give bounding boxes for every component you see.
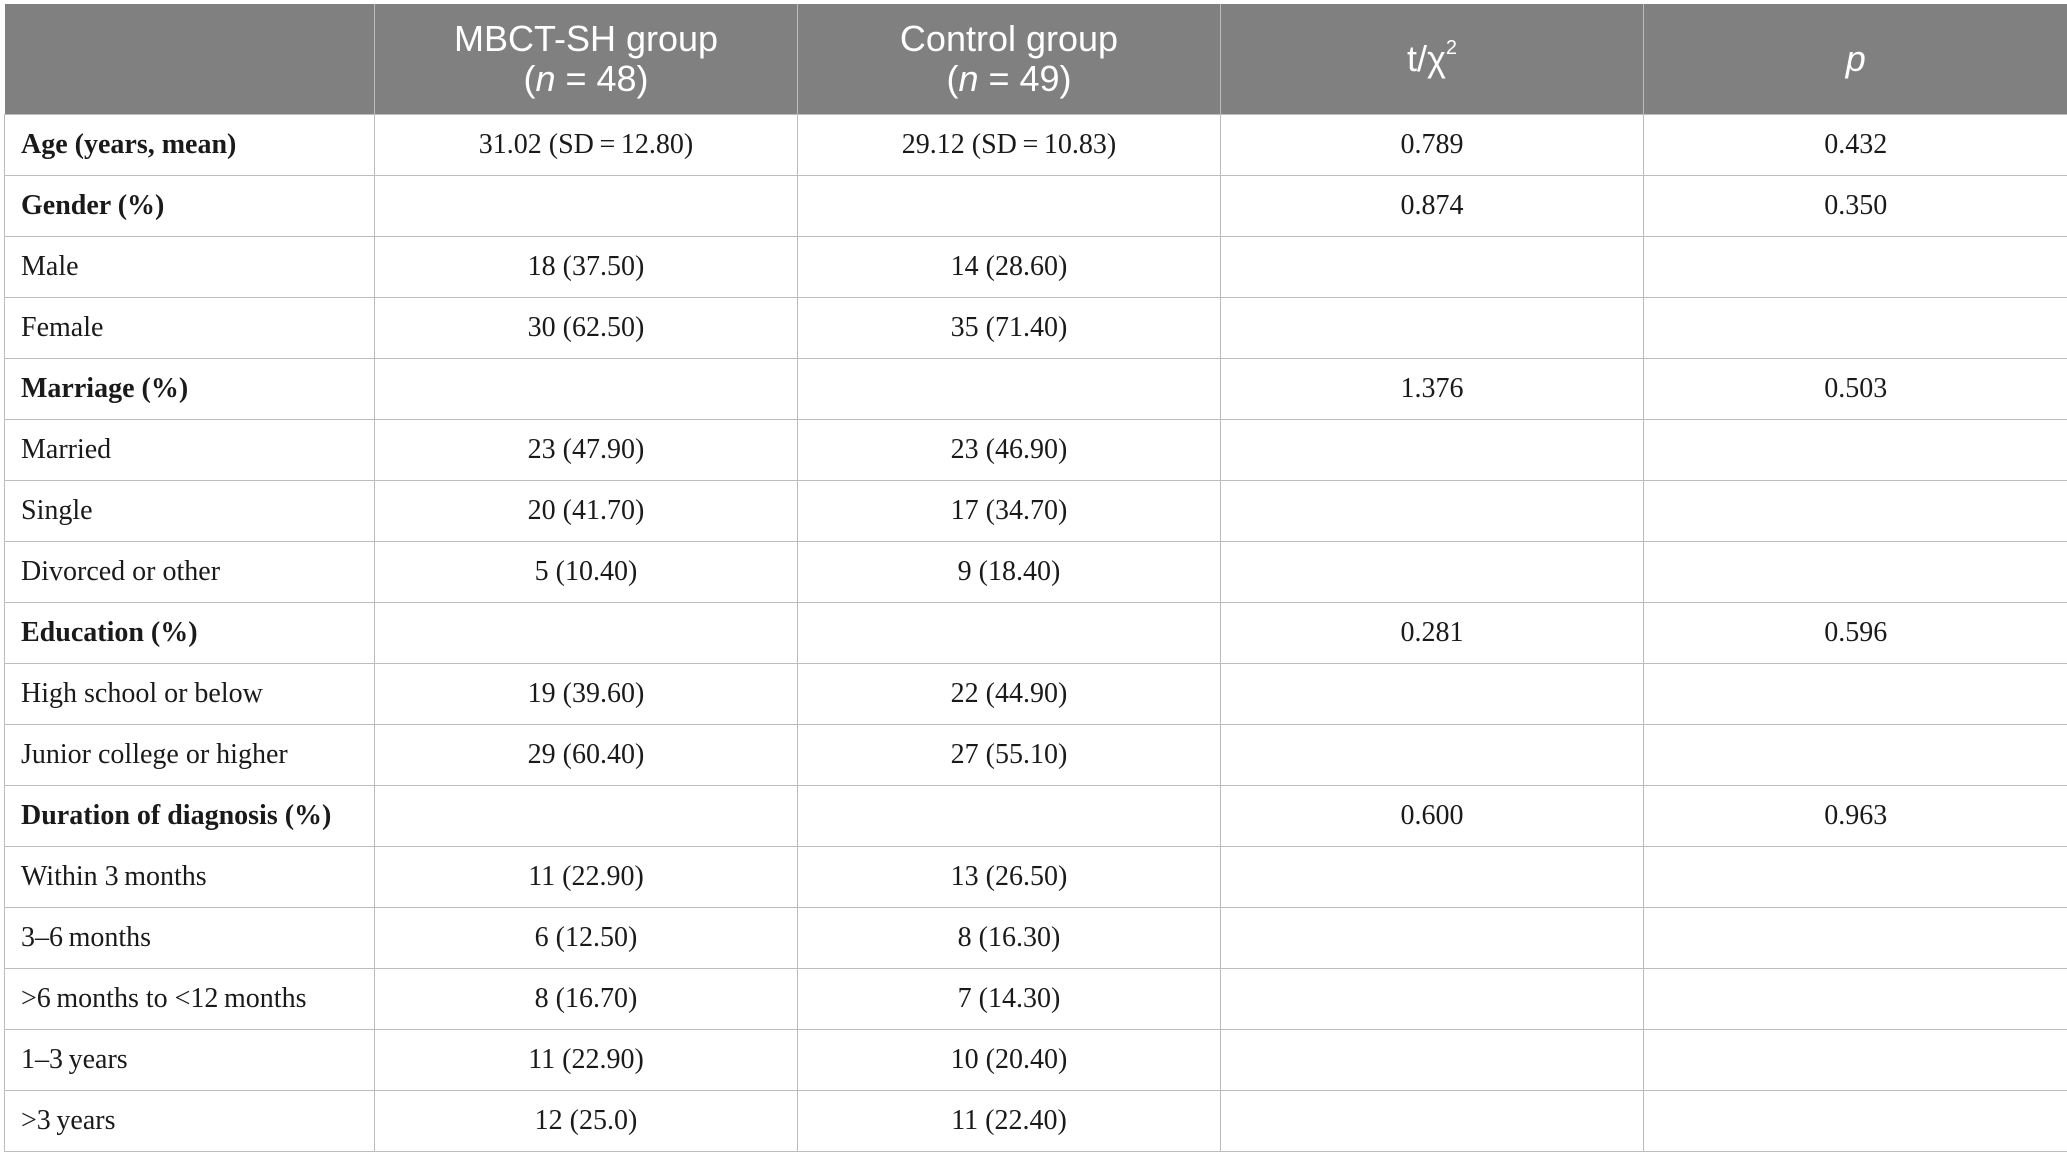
cell-p-value bbox=[1644, 664, 2067, 725]
cell-mbct-group: 18 (37.50) bbox=[375, 237, 798, 298]
table-row bbox=[5, 298, 2067, 359]
cell-mbct-group bbox=[375, 786, 798, 847]
header-row bbox=[5, 4, 2067, 115]
cell-p-value bbox=[1644, 237, 2067, 298]
cell-control-group: 17 (34.70) bbox=[798, 481, 1221, 542]
header-test-statistic bbox=[1221, 4, 1644, 115]
cell-p-value bbox=[1644, 969, 2067, 1030]
row-label: 1–3 years bbox=[5, 1030, 375, 1091]
cell-test-statistic bbox=[1221, 1091, 1644, 1152]
cell-mbct-group: 19 (39.60) bbox=[375, 664, 798, 725]
header-control-group bbox=[798, 4, 1221, 115]
cell-p-value bbox=[1644, 542, 2067, 603]
table-row bbox=[5, 115, 2067, 176]
header-variable bbox=[5, 4, 375, 115]
header-mbct-title: MBCT-SH group bbox=[453, 18, 719, 59]
table-body bbox=[5, 115, 2067, 1152]
cell-test-statistic bbox=[1221, 725, 1644, 786]
cell-control-group: 22 (44.90) bbox=[798, 664, 1221, 725]
cell-control-group: 27 (55.10) bbox=[798, 725, 1221, 786]
table-row bbox=[5, 1030, 2067, 1091]
table-row bbox=[5, 481, 2067, 542]
cell-mbct-group bbox=[375, 359, 798, 420]
cell-p-value: 0.432 bbox=[1644, 115, 2067, 176]
header-p-symbol: p bbox=[1845, 38, 1866, 79]
cell-control-group bbox=[798, 603, 1221, 664]
cell-mbct-group: 11 (22.90) bbox=[375, 1030, 798, 1091]
table-row bbox=[5, 847, 2067, 908]
cell-control-group bbox=[798, 176, 1221, 237]
cell-p-value bbox=[1644, 1030, 2067, 1091]
cell-mbct-group: 11 (22.90) bbox=[375, 847, 798, 908]
cell-p-value bbox=[1644, 725, 2067, 786]
table-row bbox=[5, 908, 2067, 969]
header-control-n-symbol: n bbox=[958, 58, 979, 99]
header-p-value bbox=[1644, 4, 2067, 115]
cell-mbct-group bbox=[375, 176, 798, 237]
cell-p-value bbox=[1644, 1091, 2067, 1152]
cell-test-statistic bbox=[1221, 969, 1644, 1030]
table-row bbox=[5, 969, 2067, 1030]
cell-control-group: 35 (71.40) bbox=[798, 298, 1221, 359]
row-label: 3–6 months bbox=[5, 908, 375, 969]
cell-p-value bbox=[1644, 420, 2067, 481]
cell-mbct-group: 8 (16.70) bbox=[375, 969, 798, 1030]
row-label: Married bbox=[5, 420, 375, 481]
table-header bbox=[5, 4, 2067, 115]
cell-test-statistic: 0.600 bbox=[1221, 786, 1644, 847]
cell-test-statistic: 0.281 bbox=[1221, 603, 1644, 664]
cell-p-value: 0.963 bbox=[1644, 786, 2067, 847]
cell-control-group: 13 (26.50) bbox=[798, 847, 1221, 908]
row-label: Within 3 months bbox=[5, 847, 375, 908]
cell-p-value bbox=[1644, 847, 2067, 908]
cell-control-group: 29.12 (SD = 10.83) bbox=[798, 115, 1221, 176]
cell-control-group: 9 (18.40) bbox=[798, 542, 1221, 603]
cell-test-statistic bbox=[1221, 237, 1644, 298]
table-row bbox=[5, 420, 2067, 481]
cell-p-value bbox=[1644, 481, 2067, 542]
row-label: Marriage (%) bbox=[5, 359, 375, 420]
table-row bbox=[5, 1091, 2067, 1152]
cell-control-group bbox=[798, 359, 1221, 420]
row-label: Age (years, mean) bbox=[5, 115, 375, 176]
header-mbct-n-symbol: n bbox=[535, 58, 556, 99]
cell-p-value: 0.596 bbox=[1644, 603, 2067, 664]
row-label: Duration of diagnosis (%) bbox=[5, 786, 375, 847]
cell-p-value bbox=[1644, 908, 2067, 969]
header-control-title: Control group bbox=[899, 18, 1119, 59]
cell-p-value bbox=[1644, 298, 2067, 359]
cell-control-group: 23 (46.90) bbox=[798, 420, 1221, 481]
cell-control-group: 14 (28.60) bbox=[798, 237, 1221, 298]
cell-p-value: 0.503 bbox=[1644, 359, 2067, 420]
cell-control-group: 10 (20.40) bbox=[798, 1030, 1221, 1091]
table-row bbox=[5, 359, 2067, 420]
cell-mbct-group: 5 (10.40) bbox=[375, 542, 798, 603]
row-label: Gender (%) bbox=[5, 176, 375, 237]
cell-test-statistic bbox=[1221, 481, 1644, 542]
row-label: Female bbox=[5, 298, 375, 359]
header-mbct-open: ( bbox=[523, 58, 536, 99]
cell-control-group: 11 (22.40) bbox=[798, 1091, 1221, 1152]
header-control-open: ( bbox=[946, 58, 959, 99]
header-stat-base: t/χ bbox=[1406, 38, 1446, 79]
cell-test-statistic: 1.376 bbox=[1221, 359, 1644, 420]
table-row bbox=[5, 237, 2067, 298]
row-label: Single bbox=[5, 481, 375, 542]
cell-mbct-group: 31.02 (SD = 12.80) bbox=[375, 115, 798, 176]
row-label: ˃6 months to <12 months bbox=[5, 969, 375, 1030]
row-label: Education (%) bbox=[5, 603, 375, 664]
cell-test-statistic bbox=[1221, 420, 1644, 481]
header-mbct-count: = 48) bbox=[555, 58, 649, 99]
cell-test-statistic: 0.874 bbox=[1221, 176, 1644, 237]
cell-mbct-group: 23 (47.90) bbox=[375, 420, 798, 481]
cell-p-value: 0.350 bbox=[1644, 176, 2067, 237]
demographics-table bbox=[4, 4, 2067, 1152]
header-stat-superscript: 2 bbox=[1445, 37, 1458, 59]
table-row bbox=[5, 786, 2067, 847]
cell-test-statistic bbox=[1221, 664, 1644, 725]
row-label: Junior college or higher bbox=[5, 725, 375, 786]
cell-mbct-group: 6 (12.50) bbox=[375, 908, 798, 969]
cell-test-statistic bbox=[1221, 1030, 1644, 1091]
row-label: Male bbox=[5, 237, 375, 298]
cell-test-statistic bbox=[1221, 908, 1644, 969]
cell-test-statistic bbox=[1221, 298, 1644, 359]
cell-test-statistic: 0.789 bbox=[1221, 115, 1644, 176]
table-row bbox=[5, 542, 2067, 603]
table-row bbox=[5, 176, 2067, 237]
cell-mbct-group: 29 (60.40) bbox=[375, 725, 798, 786]
cell-test-statistic bbox=[1221, 542, 1644, 603]
row-label: >3 years bbox=[5, 1091, 375, 1152]
cell-mbct-group: 12 (25.0) bbox=[375, 1091, 798, 1152]
header-mbct-group bbox=[375, 4, 798, 115]
cell-mbct-group: 30 (62.50) bbox=[375, 298, 798, 359]
row-label: High school or below bbox=[5, 664, 375, 725]
cell-mbct-group bbox=[375, 603, 798, 664]
header-control-count: = 49) bbox=[978, 58, 1072, 99]
table-row bbox=[5, 603, 2067, 664]
table-row bbox=[5, 664, 2067, 725]
cell-control-group: 8 (16.30) bbox=[798, 908, 1221, 969]
row-label: Divorced or other bbox=[5, 542, 375, 603]
cell-mbct-group: 20 (41.70) bbox=[375, 481, 798, 542]
table-row bbox=[5, 725, 2067, 786]
cell-control-group: 7 (14.30) bbox=[798, 969, 1221, 1030]
cell-test-statistic bbox=[1221, 847, 1644, 908]
cell-control-group bbox=[798, 786, 1221, 847]
